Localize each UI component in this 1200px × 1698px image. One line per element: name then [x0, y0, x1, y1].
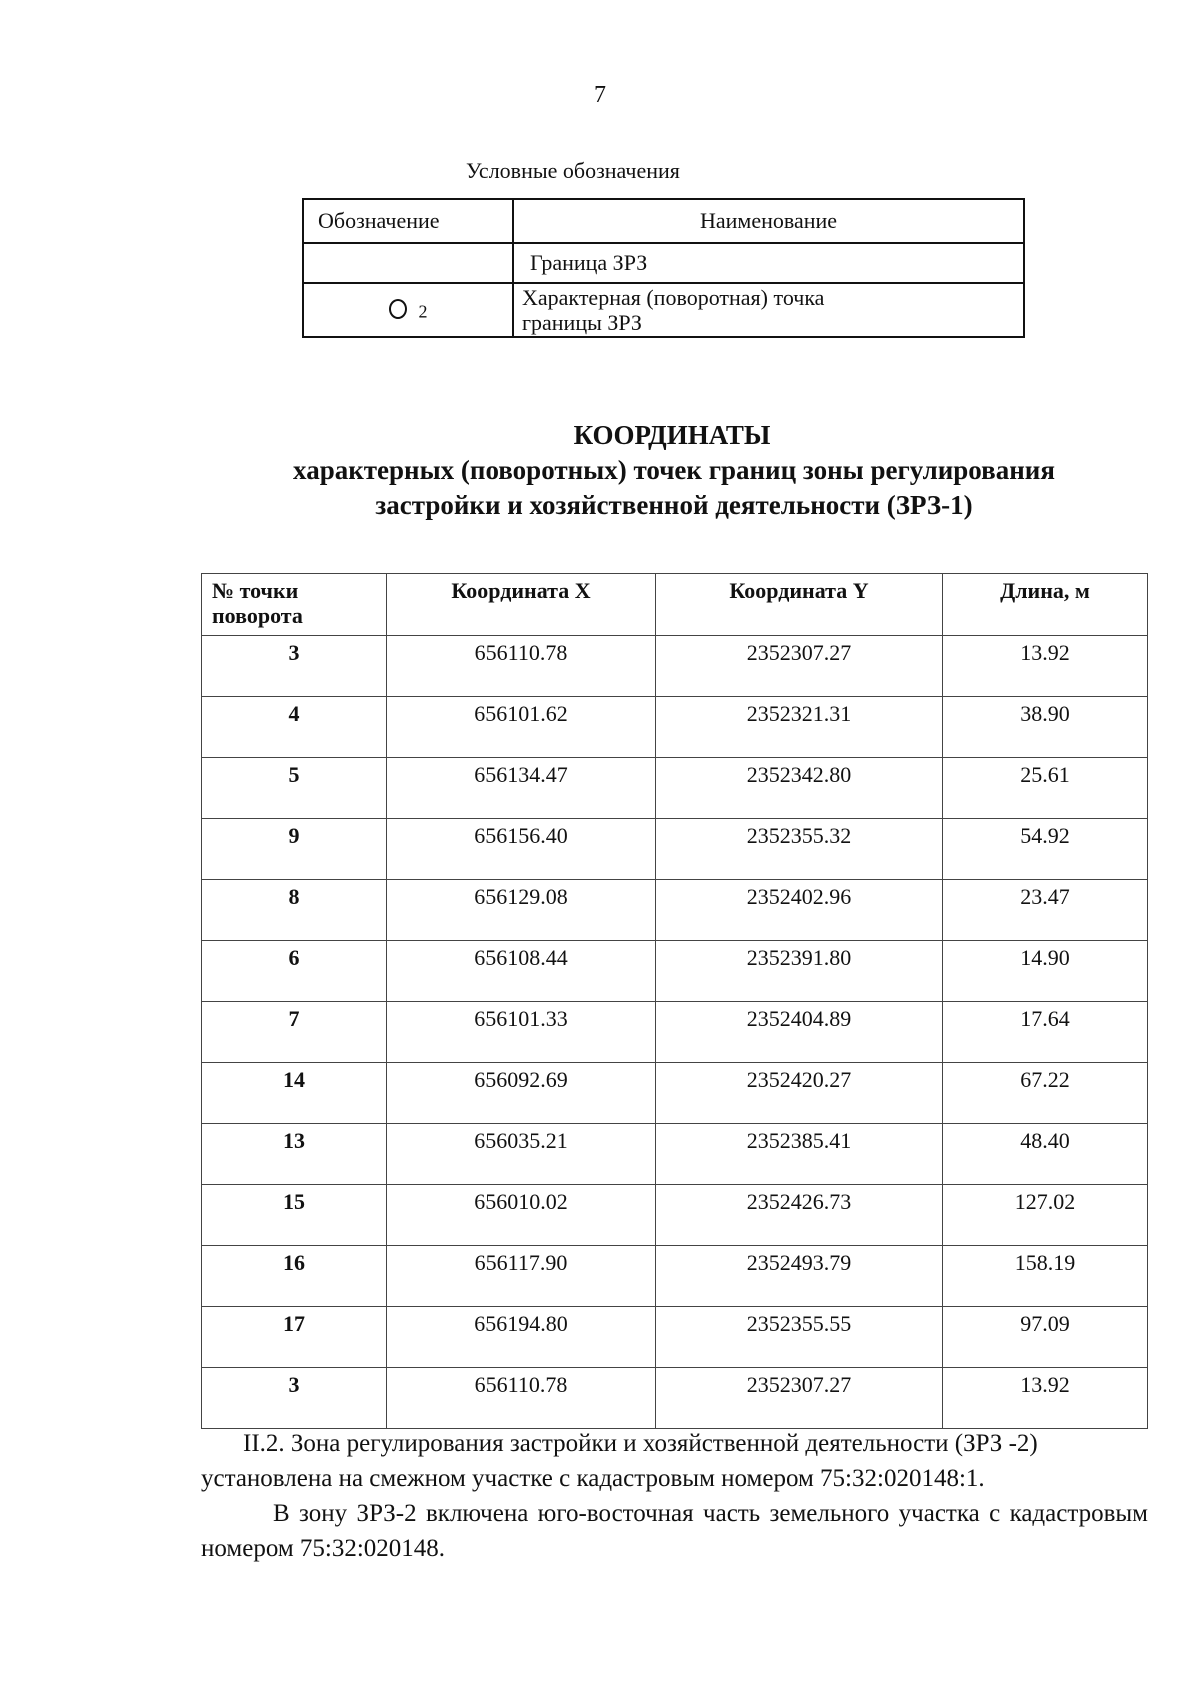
cell-coordinate-x: 656035.21 — [387, 1124, 656, 1185]
cell-point-number: 6 — [202, 941, 387, 1002]
table-row — [202, 1307, 1148, 1368]
cell-coordinate-y: 2352355.32 — [656, 819, 943, 880]
coords-header-row — [202, 574, 1148, 636]
cell-length: 54.92 — [943, 819, 1148, 880]
cell-coordinate-x: 656156.40 — [387, 819, 656, 880]
table-row — [202, 1063, 1148, 1124]
cell-point-number: 13 — [202, 1124, 387, 1185]
heading-line3: застройки и хозяйственной деятельности (ЗРЗ-1) — [375, 490, 973, 520]
cell-coordinate-x: 656194.80 — [387, 1307, 656, 1368]
cell-point-number: 14 — [202, 1063, 387, 1124]
cell-coordinate-y: 2352342.80 — [656, 758, 943, 819]
cell-coordinate-y: 2352493.79 — [656, 1246, 943, 1307]
legend-header-name: Наименование — [513, 199, 1024, 243]
table-row — [202, 1002, 1148, 1063]
cell-coordinate-y: 2352355.55 — [656, 1307, 943, 1368]
cell-coordinate-y: 2352385.41 — [656, 1124, 943, 1185]
cell-length: 48.40 — [943, 1124, 1148, 1185]
cell-coordinate-x: 656129.08 — [387, 880, 656, 941]
cell-length: 38.90 — [943, 697, 1148, 758]
legend-symbol-boundary — [303, 243, 513, 283]
heading-line2: характерных (поворотных) точек границ зоны регулирования — [293, 455, 1055, 485]
cell-length: 67.22 — [943, 1063, 1148, 1124]
cell-length: 97.09 — [943, 1307, 1148, 1368]
cell-coordinate-y: 2352391.80 — [656, 941, 943, 1002]
coords-heading — [0, 418, 1200, 523]
table-row — [202, 1185, 1148, 1246]
table-row — [202, 1246, 1148, 1307]
cell-point-number: 16 — [202, 1246, 387, 1307]
cell-length: 158.19 — [943, 1246, 1148, 1307]
legend-row-point — [303, 283, 1024, 337]
header-coordinate-y: Координата Y — [656, 574, 943, 636]
legend-name-boundary: Граница ЗРЗ — [513, 243, 1024, 283]
paragraph-zrz2-established: II.2. Зона регулирования застройки и хозяйственной деятельности (ЗРЗ -2) установлена на смежном участке с кадастровым номером 75:32:020148:1. — [201, 1430, 1038, 1492]
cell-coordinate-x: 656101.62 — [387, 697, 656, 758]
legend-symbol-point — [303, 283, 513, 337]
cell-coordinate-x: 656092.69 — [387, 1063, 656, 1124]
cell-length: 13.92 — [943, 1368, 1148, 1429]
table-row — [202, 636, 1148, 697]
cell-point-number: 9 — [202, 819, 387, 880]
cell-coordinate-y: 2352426.73 — [656, 1185, 943, 1246]
cell-coordinate-y: 2352321.31 — [656, 697, 943, 758]
cell-length: 17.64 — [943, 1002, 1148, 1063]
cell-point-number: 17 — [202, 1307, 387, 1368]
legend-name-point — [513, 283, 1024, 337]
body-text — [201, 1426, 1148, 1566]
cell-length: 13.92 — [943, 636, 1148, 697]
table-row — [202, 819, 1148, 880]
cell-coordinate-x: 656108.44 — [387, 941, 656, 1002]
header-point-number-line1: № точки — [212, 578, 299, 603]
legend-row-boundary — [303, 243, 1024, 283]
cell-length: 127.02 — [943, 1185, 1148, 1246]
cell-coordinate-y: 2352402.96 — [656, 880, 943, 941]
cell-point-number: 5 — [202, 758, 387, 819]
cell-point-number: 8 — [202, 880, 387, 941]
cell-coordinate-x: 656010.02 — [387, 1185, 656, 1246]
coordinates-table — [201, 573, 1148, 1429]
cell-point-number: 7 — [202, 1002, 387, 1063]
legend-header-row — [303, 199, 1024, 243]
legend-title: Условные обозначения — [466, 158, 680, 183]
cell-coordinate-y: 2352420.27 — [656, 1063, 943, 1124]
header-coordinate-x: Координата X — [387, 574, 656, 636]
cell-coordinate-x: 656101.33 — [387, 1002, 656, 1063]
paragraph-zrz2-included: В зону ЗРЗ-2 включена юго-восточная часть земельного участка с кадастровым номером 75:32:020148. — [201, 1500, 1148, 1562]
cell-point-number: 3 — [202, 636, 387, 697]
page-number: 7 — [594, 82, 606, 108]
cell-coordinate-y: 2352307.27 — [656, 636, 943, 697]
header-point-number-line2: поворота — [212, 603, 303, 628]
cell-length: 23.47 — [943, 880, 1148, 941]
cell-length: 25.61 — [943, 758, 1148, 819]
cell-point-number: 3 — [202, 1368, 387, 1429]
header-length: Длина, м — [943, 574, 1148, 636]
cell-coordinate-y: 2352307.27 — [656, 1368, 943, 1429]
cell-coordinate-x: 656117.90 — [387, 1246, 656, 1307]
table-row — [202, 758, 1148, 819]
cell-coordinate-x: 656110.78 — [387, 1368, 656, 1429]
legend-header-symbol: Обозначение — [303, 199, 513, 243]
legend-point-number: 2 — [418, 301, 428, 322]
table-row — [202, 697, 1148, 758]
table-row — [202, 941, 1148, 1002]
heading-line1: КООРДИНАТЫ — [573, 420, 771, 450]
cell-coordinate-y: 2352404.89 — [656, 1002, 943, 1063]
cell-coordinate-x: 656134.47 — [387, 758, 656, 819]
cell-point-number: 4 — [202, 697, 387, 758]
cell-length: 14.90 — [943, 941, 1148, 1002]
header-point-number — [202, 574, 387, 636]
legend-name-point-line1: Характерная (поворотная) точка — [522, 285, 825, 310]
table-row — [202, 1124, 1148, 1185]
legend-table — [302, 198, 1025, 338]
cell-coordinate-x: 656110.78 — [387, 636, 656, 697]
legend-name-point-line2: границы ЗРЗ — [522, 310, 642, 335]
table-row — [202, 1368, 1148, 1429]
cell-point-number: 15 — [202, 1185, 387, 1246]
circle-point-icon — [389, 299, 407, 319]
table-row — [202, 880, 1148, 941]
